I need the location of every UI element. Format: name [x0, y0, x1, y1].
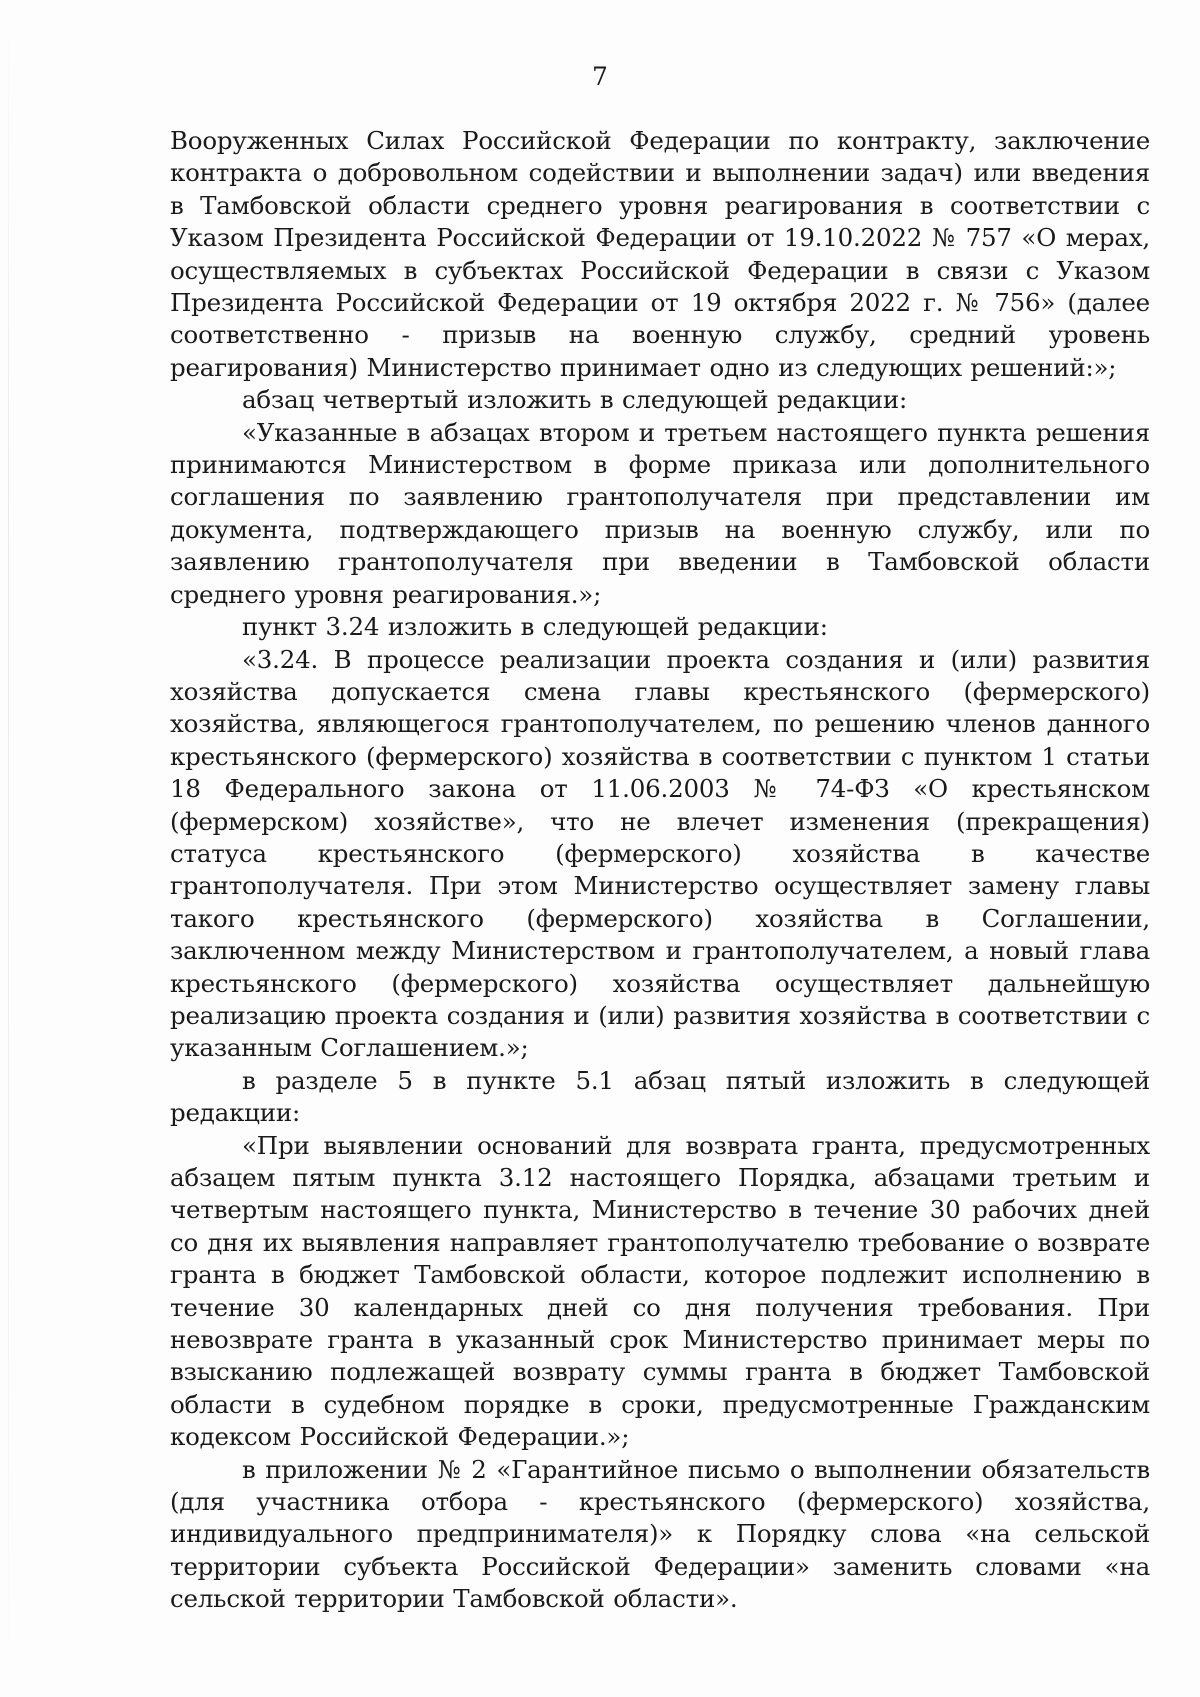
paragraph-instruction-abzac-4: абзац четвертый изложить в следующей редакции: — [242, 385, 908, 415]
paragraph-quote-decisions: «Указанные в абзацах втором и третьем настоящего пункта решения принимаются Министерством в форме приказа или дополнительного соглашения по заявлению грантополучателя при представлении им документа, подтверждающего призыв на военную службу, или по заявлению грантополучателя при введении в Тамбовской области среднего уровня реагирования.»; — [170, 417, 1150, 609]
paragraph-quote-grant-return: «При выявлении оснований для возврата гранта, предусмотренных абзацем пятым пункта 3.12 настоящего Порядка, абзацами третьим и четвертым настоящего пункта, Министерство в течение 30 рабочих дней со дня их выявления направляет грантополучателю требование о возврате гранта в бюджет Тамбовской области, которое подлежит исполнению в течение 30 календарных дней со дня получения требования. При невозврате гранта в указанный срок Министерство принимает меры по взысканию подлежащей возврату суммы гранта в бюджет Тамбовской области в судебном порядке в сроки, предусмотренные Гражданским кодексом Российской Федерации.»; — [170, 1130, 1150, 1452]
paragraph-continuation: Вооруженных Силах Российской Федерации по контракту, заключение контракта о добровольном содействии и выполнении задач) или введения в Тамбовской области среднего уровня реагирования в соответствии с Указом Президента Российской Федерации от 19.10.2022 № 757 «О мерах, осуществляемых в субъектах Российской Федерации в связи с Указом Президента Российской Федерации от 19 октября 2022 г. № 756» (далее соответственно - призыв на военную службу, средний уровень реагирования) Министерство принимает одно из следующих решений:»; — [170, 126, 1150, 382]
scan-edge — [8, 0, 9, 1697]
document-body — [170, 125, 1150, 1616]
paragraph-appendix-2: в приложении № 2 «Гарантийное письмо о выполнении обязательств (для участника отбора - крестьянского (фермерского) хозяйства, индивидуального предпринимателя)» к Порядку слова «на сельской территории субъекта Российской Федерации» заменить словами «на сельской территории Тамбовской области». — [170, 1454, 1150, 1614]
paragraph-instruction-punkt-3-24: пункт 3.24 изложить в следующей редакции: — [242, 612, 828, 642]
paragraph-quote-3-24: «3.24. В процессе реализации проекта создания и (или) развития хозяйства допускается смена главы крестьянского (фермерского) хозяйства, являющегося грантополучателем, по решению членов данного крестьянского (фермерского) хозяйства в соответствии с пунктом 1 статьи 18 Федерального закона от 11.06.2003 № 74-ФЗ «О крестьянском (фермерском) хозяйстве», что не влечет изменения (прекращения) статуса крестьянского (фермерского) хозяйства в качестве грантополучателя. При этом Министерство осуществляет замену главы такого крестьянского (фермерского) хозяйства в Соглашении, заключенном между Министерством и грантополучателем, а новый глава крестьянского (фермерского) хозяйства осуществляет дальнейшую реализацию проекта создания и (или) развития хозяйства в соответствии с указанным Соглашением.»; — [170, 644, 1150, 1063]
paragraph-instruction-section-5: в разделе 5 в пункте 5.1 абзац пятый изложить в следующей редакции: — [170, 1065, 1150, 1128]
page-number: 7 — [592, 62, 608, 91]
